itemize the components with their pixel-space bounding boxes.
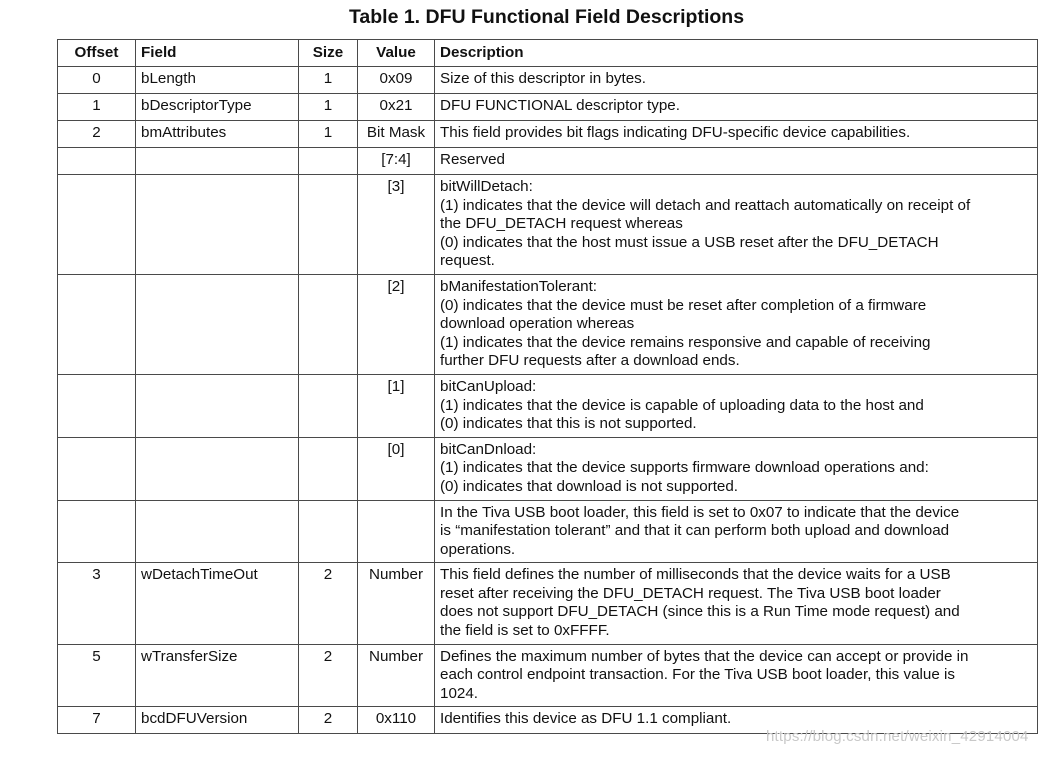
value-cell: [3] — [358, 175, 435, 275]
description-line: (1) indicates that the device is capable of uploading data to the host and — [440, 396, 924, 414]
description-line: Identifies this device as DFU 1.1 compliant. — [440, 710, 732, 728]
size-cell — [299, 148, 358, 175]
description-line: DFU FUNCTIONAL descriptor type. — [440, 97, 680, 114]
description-cell — [435, 644, 1038, 707]
description-line: the field is set to 0xFFFF. — [440, 622, 610, 640]
table-row — [58, 644, 1038, 707]
description-line: (1) indicates that the device remains responsive and capable of receiving — [440, 333, 931, 351]
description-cell — [435, 500, 1038, 563]
offset-cell: 2 — [58, 121, 136, 148]
description-line: (1) indicates that the device will detach and reattach automatically on receipt of — [440, 196, 971, 214]
size-cell — [299, 175, 358, 275]
size-cell: 2 — [299, 563, 358, 644]
table-row — [58, 500, 1038, 563]
offset-cell: 7 — [58, 707, 136, 734]
field-cell — [136, 175, 299, 275]
description-line: reset after receiving the DFU_DETACH request. The Tiva USB boot loader — [440, 584, 941, 602]
field-cell — [136, 374, 299, 437]
description-cell — [435, 67, 1038, 94]
description-line: (0) indicates that the host must issue a USB reset after the DFU_DETACH — [440, 233, 939, 251]
field-cell: wDetachTimeOut — [136, 563, 299, 644]
description-line: In the Tiva USB boot loader, this field is set to 0x07 to indicate that the device — [440, 503, 960, 521]
description-line: each control endpoint transaction. For the Tiva USB boot loader, this value is — [440, 666, 955, 684]
description-cell — [435, 274, 1038, 374]
value-cell: Number — [358, 563, 435, 644]
header-row — [58, 40, 1038, 67]
description-line: the DFU_DETACH request whereas — [440, 215, 683, 233]
offset-cell: 3 — [58, 563, 136, 644]
field-cell: wTransferSize — [136, 644, 299, 707]
description-cell — [435, 94, 1038, 121]
size-cell: 1 — [299, 94, 358, 121]
description-line: This field defines the number of milliseconds that the device waits for a USB — [440, 566, 951, 584]
description-line: 1024. — [440, 684, 479, 702]
description-line: download operation whereas — [440, 315, 635, 333]
table-row — [58, 121, 1038, 148]
table-row — [58, 148, 1038, 175]
table-row — [58, 274, 1038, 374]
offset-cell — [58, 175, 136, 275]
description-cell — [435, 374, 1038, 437]
table-row — [58, 437, 1038, 500]
dfu-functional-table — [57, 39, 1038, 734]
offset-cell — [58, 437, 136, 500]
table-row — [58, 94, 1038, 121]
value-cell: [0] — [358, 437, 435, 500]
size-cell — [299, 437, 358, 500]
value-cell: [2] — [358, 274, 435, 374]
description-line: Size of this descriptor in bytes. — [440, 70, 646, 87]
table-body — [58, 67, 1038, 734]
value-cell: Bit Mask — [358, 121, 435, 148]
value-cell: [1] — [358, 374, 435, 437]
offset-cell — [58, 274, 136, 374]
table-title: Table 1. DFU Functional Field Descriptions — [348, 6, 745, 28]
description-cell — [435, 175, 1038, 275]
description-line: (0) indicates that download is not supported. — [440, 477, 739, 495]
description-line: bManifestationTolerant: — [440, 277, 598, 295]
table-row — [58, 374, 1038, 437]
description-line: This field provides bit flags indicating DFU-specific device capabilities. — [440, 124, 911, 141]
field-cell: bcdDFUVersion — [136, 707, 299, 734]
field-cell: bLength — [136, 67, 299, 94]
size-cell — [299, 274, 358, 374]
description-line: bitCanDnload: — [440, 440, 537, 458]
description-cell — [435, 121, 1038, 148]
description-cell — [435, 437, 1038, 500]
offset-cell — [58, 148, 136, 175]
value-cell: 0x110 — [358, 707, 435, 734]
size-cell: 1 — [299, 67, 358, 94]
field-cell — [136, 148, 299, 175]
offset-cell: 1 — [58, 94, 136, 121]
offset-cell: 5 — [58, 644, 136, 707]
watermark-text: https://blog.csdn.net/weixin_42914004 — [766, 728, 1029, 745]
description-line: is “manifestation tolerant” and that it can perform both upload and download — [440, 522, 950, 540]
description-line: Reserved — [440, 151, 505, 168]
value-cell — [358, 500, 435, 563]
size-cell — [299, 500, 358, 563]
header-description: Description — [435, 40, 1038, 67]
offset-cell — [58, 374, 136, 437]
description-line: bitCanUpload: — [440, 377, 537, 395]
description-cell — [435, 148, 1038, 175]
field-cell: bDescriptorType — [136, 94, 299, 121]
size-cell: 2 — [299, 644, 358, 707]
header-size: Size — [299, 40, 358, 67]
description-line: (1) indicates that the device supports firmware download operations and: — [440, 459, 929, 477]
value-cell: 0x21 — [358, 94, 435, 121]
value-cell: [7:4] — [358, 148, 435, 175]
description-line: (0) indicates that this is not supported. — [440, 415, 697, 433]
description-line: request. — [440, 252, 495, 270]
offset-cell: 0 — [58, 67, 136, 94]
field-cell — [136, 500, 299, 563]
size-cell: 1 — [299, 121, 358, 148]
table-row — [58, 67, 1038, 94]
description-line: operations. — [440, 540, 516, 558]
size-cell: 2 — [299, 707, 358, 734]
description-line: bitWillDetach: — [440, 178, 533, 195]
field-cell — [136, 437, 299, 500]
size-cell — [299, 374, 358, 437]
description-line: does not support DFU_DETACH (since this is a Run Time mode request) and — [440, 603, 960, 621]
header-value: Value — [358, 40, 435, 67]
offset-cell — [58, 500, 136, 563]
description-line: Defines the maximum number of bytes that the device can accept or provide in — [440, 647, 969, 665]
header-field: Field — [136, 40, 299, 67]
value-cell: 0x09 — [358, 67, 435, 94]
table-row — [58, 175, 1038, 275]
description-cell — [435, 563, 1038, 644]
description-line: (0) indicates that the device must be reset after completion of a firmware — [440, 296, 927, 314]
value-cell: Number — [358, 644, 435, 707]
field-cell — [136, 274, 299, 374]
description-line: further DFU requests after a download ends. — [440, 352, 740, 370]
field-cell: bmAttributes — [136, 121, 299, 148]
table-row — [58, 563, 1038, 644]
header-offset: Offset — [58, 40, 136, 67]
